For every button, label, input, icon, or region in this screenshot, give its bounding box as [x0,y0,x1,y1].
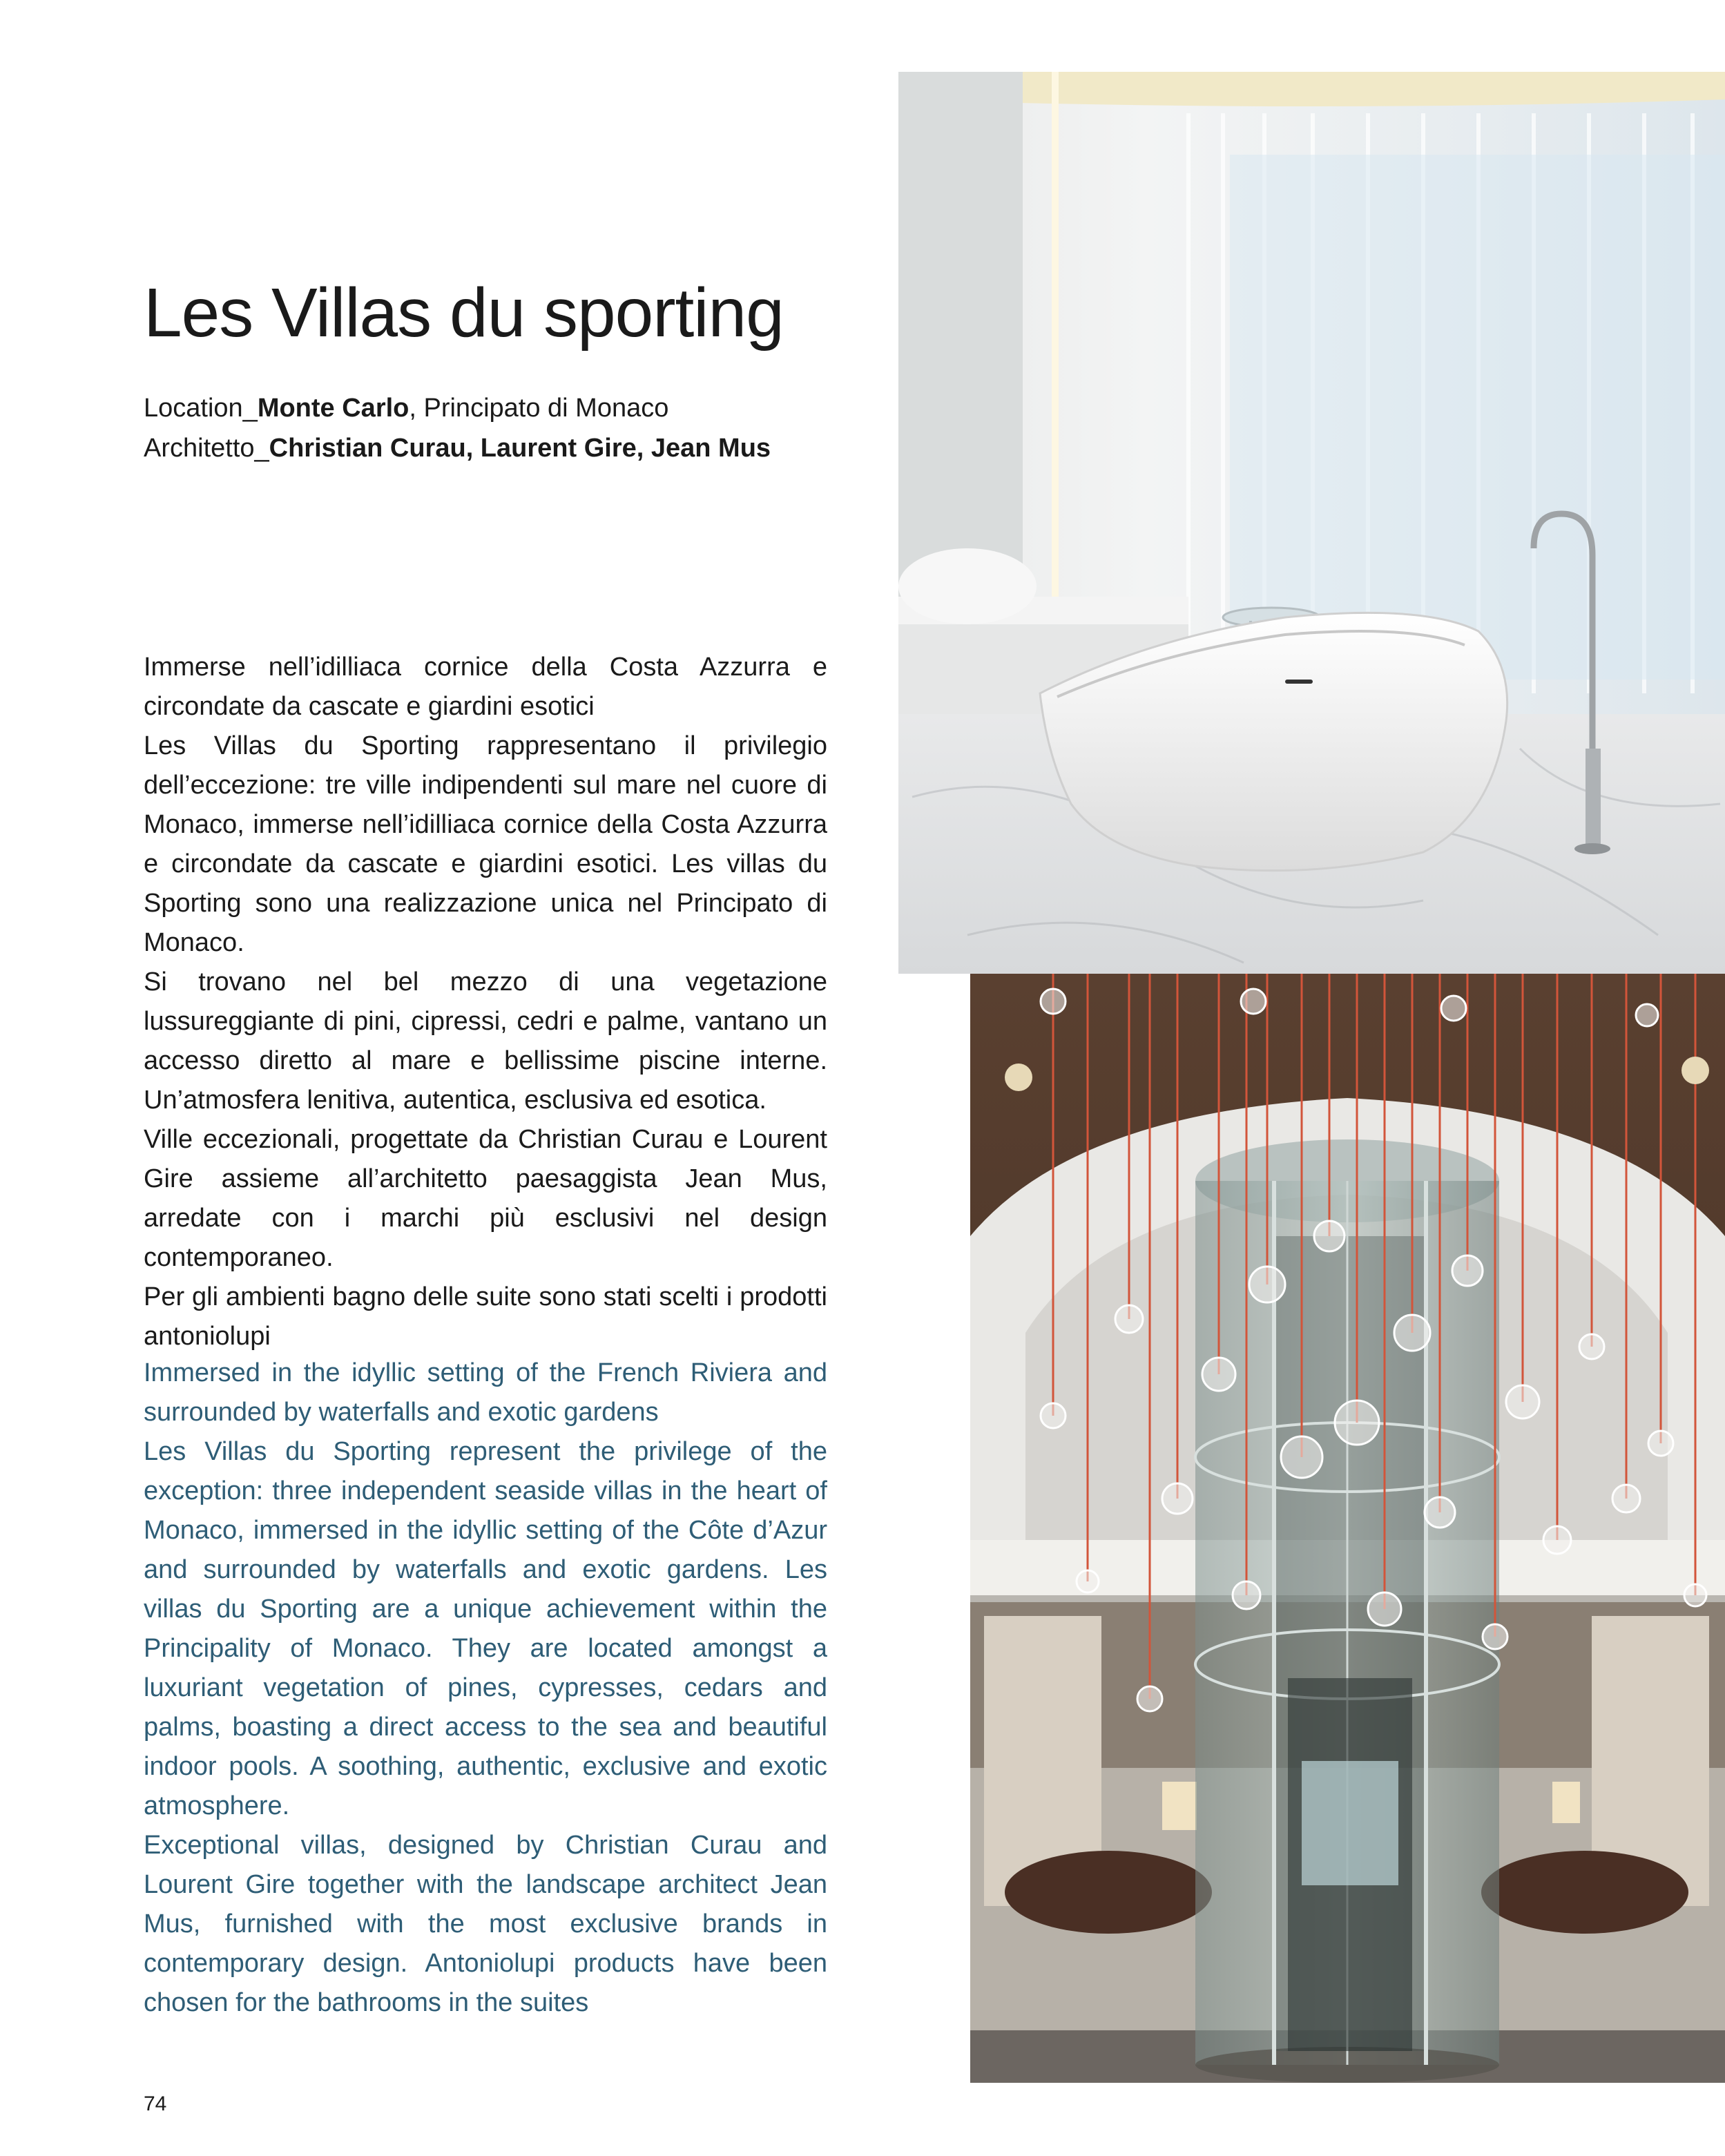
architect-line: Architetto_Christian Curau, Laurent Gire, Jean Mus [144,434,771,463]
italian-paragraph: Ville eccezionali, progettate da Christian Curau e Lourent Gire assieme all’architetto paesaggista Jean Mus, arredate con i marchi più esclusivi nel design contemporaneo. [144,1125,827,1272]
architect-names: Christian Curau, Laurent Gire, Jean Mus [269,434,771,463]
location-line: Location_Monte Carlo, Principato di Monaco [144,394,669,423]
article-title: Les Villas du sporting [144,274,784,352]
article-meta [144,388,771,468]
english-paragraph: Les Villas du Sporting represent the privilege of the exception: three independent seaside villas in the heart of Monaco, immersed in the idyllic setting of the Côte d’Azur and surrounded by waterfalls and exotic gardens. Les villas du Sporting are a unique achievement within the Principality of Monaco. They are located amongst a luxuriant vegetation of pines, cypresses, cedars and palms, boasting a direct access to the sea and beautiful indoor pools. A soothing, authentic, exclusive and exotic atmosphere. [144,1437,827,1820]
italian-text [144,648,827,1356]
italian-paragraph: Si trovano nel bel mezzo di una vegetazione lussureggiante di pini, cipressi, cedri e palme, vantano un accesso diretto al mare e bellissime piscine interne. Un’atmosfera lenitiva, autentica, esclusiva ed esotica. [144,968,827,1115]
atrium-elevator-photo [970,974,1725,2083]
italian-paragraph: Per gli ambienti bagno delle suite sono stati scelti i prodotti antoniolupi [144,1282,827,1351]
english-paragraph: Exceptional villas, designed by Christian Curau and Lourent Gire together with the landscape architect Jean Mus, furnished with the most exclusive brands in contemporary design. Antoniolupi products have been chosen for the bathrooms in the suites [144,1831,827,2017]
italian-paragraph: Immerse nell’idilliaca cornice della Costa Azzurra e circondate da cascate e giardini esotici [144,653,827,721]
italian-paragraph: Les Villas du Sporting rappresentano il privilegio dell’eccezione: tre ville indipendenti sul mare nel cuore di Monaco, immerse nell’idilliaca cornice della Costa Azzurra e circondate da cascate e giardini esotici. Les villas du Sporting sono una realizzazione unica nel Principato di Monaco. [144,731,827,957]
location-city: Monte Carlo [257,394,409,423]
english-text [144,1354,827,2023]
bathroom-photo [898,72,1725,974]
page-number: 74 [144,2092,167,2115]
english-paragraph: Immersed in the idyllic setting of the French Riviera and surrounded by waterfalls and exotic gardens [144,1358,827,1427]
